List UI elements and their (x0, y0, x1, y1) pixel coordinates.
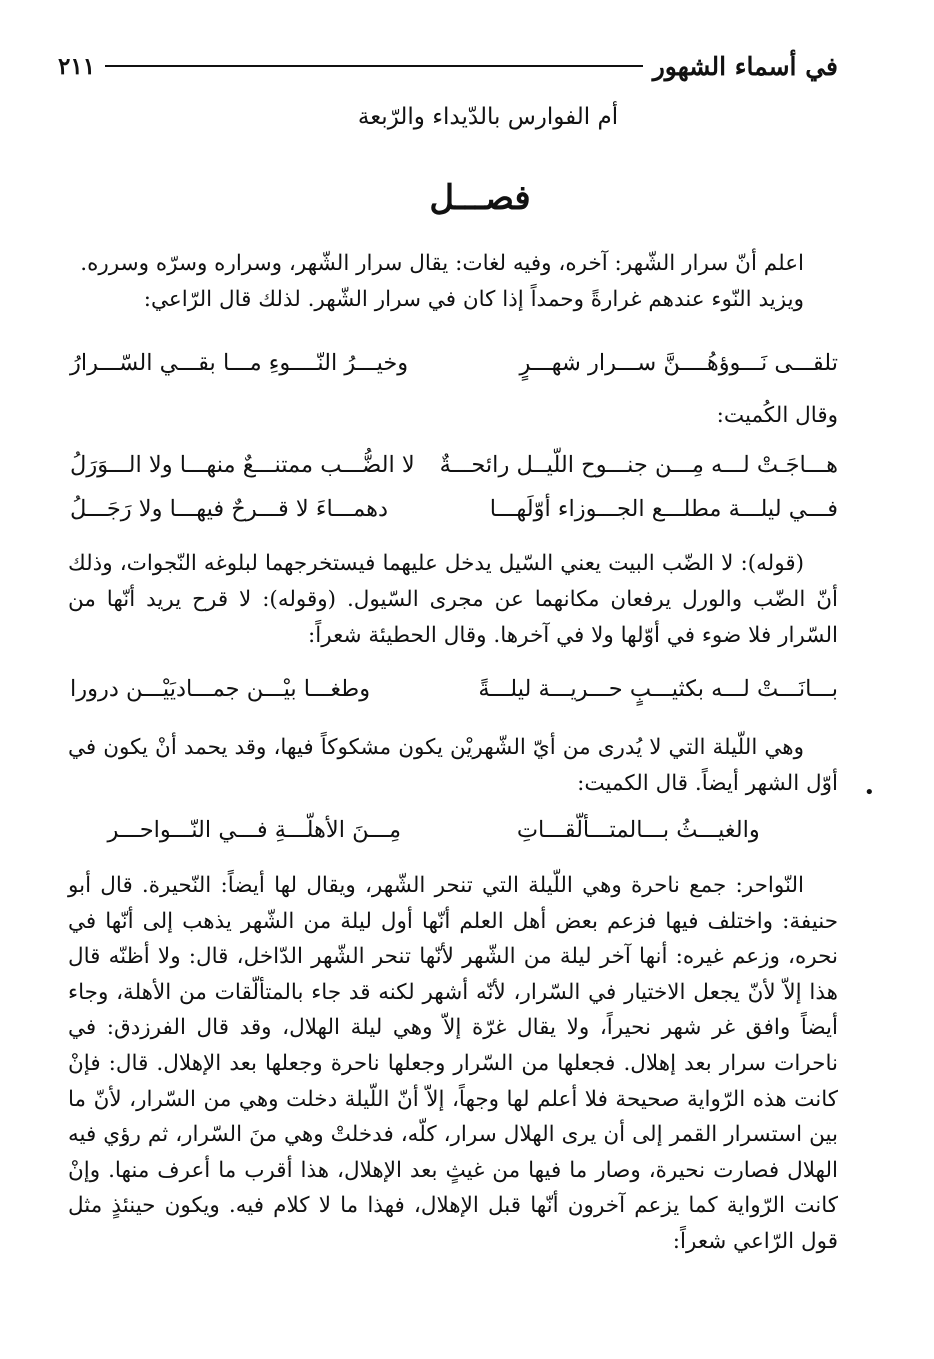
header-rule (105, 65, 643, 67)
running-header (58, 48, 838, 84)
page-number: ٢١١ (58, 52, 96, 80)
verse-kumayt-1 (70, 452, 838, 478)
paragraph-text: النّواحر: جمع ناحرة وهي اللّيلة التي تنحر الشّهر، ويقال لها أيضاً: النّحيرة. قال أبو حنيفة: واختلف فيها فزعم بعض أهل العلم أنّها أول ليلة من الشّهر يذهب إلى أنّها في نحره، وزعم غيره: أنها آخر ليلة من الشّهر لأنّها تنحر الشّهر الدّاخل، قال: ولا أظنّه قال هذا إلاّ لأنّ يجعل الاختيار في السّرار، لأنّه أشهر لكنه قد جاء بالمتألّقات من الأهلة، وجاء أيضاً وافق غر شهر نحيراً، ولا يقال غرّة إلاّ وهي ليلة الهلال، وقد قال الفرزدق: في ناحرات سرار بعد إهلال. فجعلها من السّرار وجعلها ناحرة وجعلها بعد الإهلال. قال: فإنْ كانت هذه الرّواية صحيحة فلا أعلم لها وجهاً، إلاّ أنّ اللّيلة دخلت وهي من السّرار، لأنّ ما بين استسرار القمر إلى أن يرى الهلال سرار، كلّه، فدخلتْ وهي منَ السّرار، ثم رؤي فيه الهلال فصارت نحيرة، وصار ما فيها من غيثٍ بعد الإهلال، هذا أقرب ما أعرف منها. وإنْ كانت الرّواية كما يزعم آخرون أنّها قبل الإهلال، فهذا ما لا كلام فيه. ويكون حينئذٍ مثل قول الرّاعي شعراً: (68, 873, 838, 1254)
verse-kumayt-2 (70, 496, 838, 522)
paragraph-line: وقال الكُميت: (716, 403, 838, 428)
section-heading: فصـــل (429, 178, 531, 218)
margin-dot: • (864, 782, 875, 803)
subtitle-line: أم الفوارس بالدّيداء والرّبعة (357, 104, 619, 130)
paragraph-line: اعلم أنّ سرار الشّهر: آخره، وفيه لغات: يقال سرار الشّهر، وسراره وسرّه وسرره. (80, 251, 804, 276)
paragraph-line: ويزيد النّوء عندهم غرارةً وحمداً إذا كان في سرار الشّهر. لذلك قال الرّاعي: (143, 287, 804, 312)
paragraph-sirar (68, 246, 838, 318)
verse-hutayah (70, 676, 838, 702)
kumayt-intro (68, 398, 838, 434)
verse-second-hemistich: دهمـــاءَ لا قـــرحٌ فيهـــا ولا رَجَـــلُ (70, 496, 388, 522)
verse-second-hemistich: وخيـــرُ النّــــوءِ مـــا بقـــي السّـــرارُ (70, 350, 409, 376)
verse-second-hemistich: لا الضُّـــب ممتنـــعٌ منهـــا ولا الـــوَرَلُ (70, 452, 415, 478)
paragraph-text: (قوله): لا الضّب البيت يعني السّيل يدخل عليهما فيستخرجهما لبلوغه النّجوات، وذلك أنّ الضّب والورل يرفعان مكانهما عن مجرى السّيول. (وقوله): لا قرح يريد أنّها من السّرار فلا ضوء في أوّلها ولا في آخرها. وقال الحطيئة شعراً: (68, 551, 838, 648)
paragraph-commentary (68, 546, 838, 654)
paragraph-nawahir (68, 868, 838, 1260)
verse-first-hemistich: فـــي ليلـــة مطلـــع الجـــوزاء أوّلَهـــا (489, 496, 838, 522)
verse-raii (70, 350, 838, 376)
verse-first-hemistich: بـــانَـــتْ لـــه بكثيـــبٍ حـــريـــة ليلـــةً (478, 676, 838, 702)
paragraph-doubtful-night (68, 730, 838, 802)
paragraph-text: وهي اللّيلة التي لا يُدرى من أيّ الشّهريْن يكون مشكوكاً فيها، وقد يحمد أنْ يكون في أوّل الشهر أيضاً. قال الكميت: (68, 735, 838, 796)
verse-first-hemistich: والغيـــثُ بـــالمتـــألّقـــاتِ (516, 817, 760, 843)
verse-second-hemistich: مِـــنَ الأهلّـــةِ فـــي النّـــواحـــر (107, 817, 402, 843)
verse-second-hemistich: وطغـــا بيْـــن جمـــاديَيْـــن درورا (70, 676, 371, 702)
running-title: في أسماء الشهور (652, 51, 838, 81)
verse-first-hemistich: تلقـــى نَـــوؤهُــــنَّ ســـرار شهـــرٍ (519, 350, 838, 376)
verse-first-hemistich: هـــاجَـتْ لـــه مِـــن جنـــوح اللّيــل رائحـــةٌ (439, 452, 838, 478)
verse-kumayt-3 (70, 817, 838, 843)
